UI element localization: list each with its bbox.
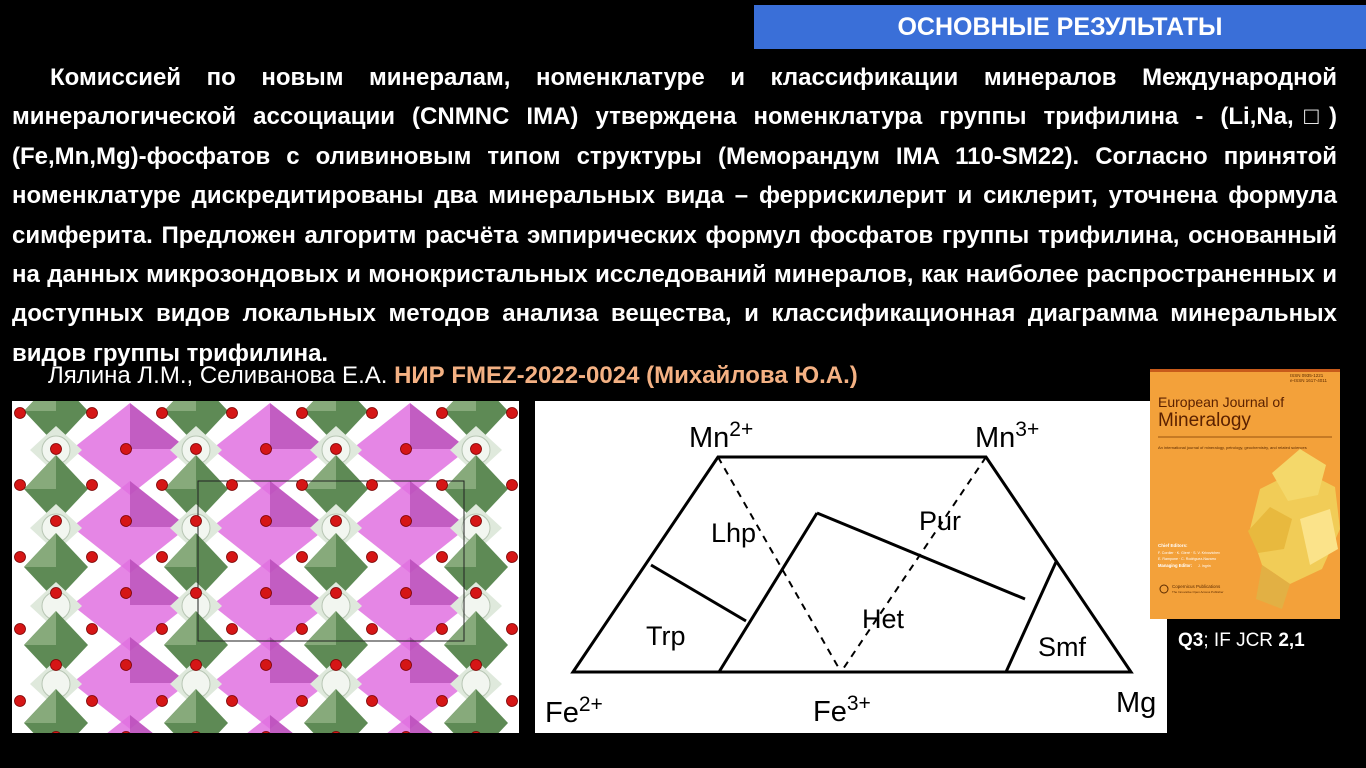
oxygen-atom (121, 660, 132, 671)
classification-diagram-svg (535, 401, 1167, 733)
oxygen-atom (437, 480, 448, 491)
oxygen-atom (437, 552, 448, 563)
oxygen-atom (507, 624, 518, 635)
oxygen-atom (157, 408, 168, 419)
oxygen-atom (261, 516, 272, 527)
oxygen-atom (227, 624, 238, 635)
oxygen-atom (51, 588, 62, 599)
vertex-label-mg: Mg (1116, 687, 1157, 719)
journal-managing: J. Ingrin (1198, 564, 1211, 568)
field-label-pur: Pur (919, 506, 962, 536)
oxygen-atom (507, 408, 518, 419)
oxygen-atom (471, 660, 482, 671)
vertex-label-mn3: $Mn^{3+}$ (975, 418, 1040, 454)
oxygen-atom (471, 588, 482, 599)
oxygen-atom (87, 696, 98, 707)
oxygen-atom (191, 660, 202, 671)
oxygen-atom (367, 408, 378, 419)
oxygen-atom (297, 552, 308, 563)
journal-chief-label: Chief Editors: (1158, 543, 1188, 548)
journal-issn-2: e-ISSN 1617-4011 (1290, 378, 1327, 383)
oxygen-atom (507, 696, 518, 707)
main-paragraph: Комиссией по новым минералам, номенклатуре и классификации минералов Международной минералогической ассоциации (CNMNC IMA) утверждена номенклатура группы трифилина - (Li,Na,□)(Fe,Mn,Mg)-фосфатов с оливиновым типом структуры (Меморандум IMA 110-SM22). Согласно принятой номенклатуре дискредитированы два минеральных вида – феррискилерит и сиклерит, уточнена формула симферита. Предложен алгоритм расчёта эмпирических формул фосфатов группы трифилина, основанный на данных микрозондовых и монокристальных исследований минералов, как наиболее распространенных и доступных видов локальных методов анализа вещества, и классификационная диаграмма минеральных видов группы трифилина. (12, 64, 1337, 367)
oxygen-atom (437, 408, 448, 419)
oxygen-atom (121, 444, 132, 455)
journal-managing-label: Managing Editor: (1158, 563, 1193, 568)
journal-cover-art (1150, 369, 1340, 619)
oxygen-atom (331, 516, 342, 527)
journal-subtitle: An international journal of mineralogy, petrology, geochemistry, and related sciences (1158, 445, 1307, 450)
metrics-separator: ; (1203, 630, 1209, 651)
impact-factor-value: 2,1 (1278, 630, 1305, 651)
journal-title-line1: European Journal of (1158, 394, 1285, 410)
oxygen-atom (51, 444, 62, 455)
journal-chief-1: F. Cordier · K. Gieré · S. V. Krivovichev (1158, 551, 1220, 555)
oxygen-atom (507, 480, 518, 491)
oxygen-atom (191, 516, 202, 527)
oxygen-atom (227, 480, 238, 491)
journal-cover (1150, 369, 1340, 619)
oxygen-atom (157, 696, 168, 707)
oxygen-atom (367, 552, 378, 563)
oxygen-atom (367, 480, 378, 491)
journal-title-line2: Mineralogy (1158, 410, 1251, 431)
oxygen-atom (51, 516, 62, 527)
oxygen-atom (367, 696, 378, 707)
oxygen-atom (87, 624, 98, 635)
section-title: ОСНОВНЫЕ РЕЗУЛЬТАТЫ (897, 12, 1223, 41)
oxygen-atom (437, 624, 448, 635)
oxygen-atom (157, 624, 168, 635)
dashed-line-mn2-fe3 (718, 457, 841, 672)
oxygen-atom (191, 588, 202, 599)
oxygen-atom (191, 444, 202, 455)
oxygen-atom (15, 624, 26, 635)
oxygen-atom (401, 660, 412, 671)
classification-diagram (535, 401, 1167, 733)
impact-factor-label: IF JCR (1208, 630, 1279, 651)
journal-quartile: Q3 (1178, 630, 1204, 651)
oxygen-atom (15, 552, 26, 563)
field-label-smf: Smf (1038, 632, 1087, 662)
oxygen-atom (471, 516, 482, 527)
oxygen-atom (51, 660, 62, 671)
oxygen-atom (297, 696, 308, 707)
vertex-label-mn2: $Mn^{2+}$ (689, 418, 754, 454)
oxygen-atom (437, 696, 448, 707)
oxygen-atom (157, 552, 168, 563)
oxygen-atom (121, 516, 132, 527)
oxygen-atom (401, 588, 412, 599)
oxygen-atom (157, 480, 168, 491)
oxygen-atom (367, 624, 378, 635)
oxygen-atom (87, 408, 98, 419)
oxygen-atom (471, 444, 482, 455)
journal-publisher: Copernicus Publications (1172, 584, 1221, 589)
vertex-label-fe3: $Fe^{3+}$ (813, 692, 871, 728)
oxygen-atom (87, 480, 98, 491)
oxygen-atom (227, 552, 238, 563)
journal-metrics (1178, 630, 1305, 652)
oxygen-atom (331, 444, 342, 455)
authors-names: Лялина Л.М., Селиванова Е.А. (48, 362, 388, 389)
crystal-structure-image (12, 401, 519, 733)
oxygen-atom (227, 696, 238, 707)
crystal-structure-drawing (12, 401, 519, 733)
oxygen-atom (401, 444, 412, 455)
oxygen-atom (261, 588, 272, 599)
oxygen-atom (227, 408, 238, 419)
journal-chief-2: E. Rampone · C. Rodriguez-Navarro (1158, 557, 1217, 561)
oxygen-atom (507, 552, 518, 563)
journal-issn-1: ISSN 0935-1221 (1290, 373, 1324, 378)
oxygen-atom (297, 480, 308, 491)
section-header (754, 5, 1366, 49)
oxygen-atom (261, 444, 272, 455)
oxygen-atom (15, 408, 26, 419)
authors-line (48, 362, 858, 390)
oxygen-atom (331, 660, 342, 671)
field-label-trp: Trp (646, 621, 686, 651)
oxygen-atom (15, 480, 26, 491)
field-label-het: Het (862, 604, 905, 634)
oxygen-atom (331, 588, 342, 599)
trp-boundary (651, 565, 746, 621)
oxygen-atom (401, 516, 412, 527)
field-label-lhp: Lhp (711, 518, 757, 548)
journal-publisher-sub: The Innovative Open Access Publisher (1172, 590, 1224, 594)
oxygen-atom (87, 552, 98, 563)
oxygen-atom (15, 696, 26, 707)
project-code: НИР FMEZ-2022-0024 (Михайлова Ю.А.) (394, 362, 858, 389)
oxygen-atom (297, 408, 308, 419)
oxygen-atom (121, 588, 132, 599)
vertex-label-fe2: $Fe^{2+}$ (545, 693, 603, 729)
dashed-line-mn3-fe3 (841, 457, 986, 672)
oxygen-atom (297, 624, 308, 635)
oxygen-atom (261, 660, 272, 671)
